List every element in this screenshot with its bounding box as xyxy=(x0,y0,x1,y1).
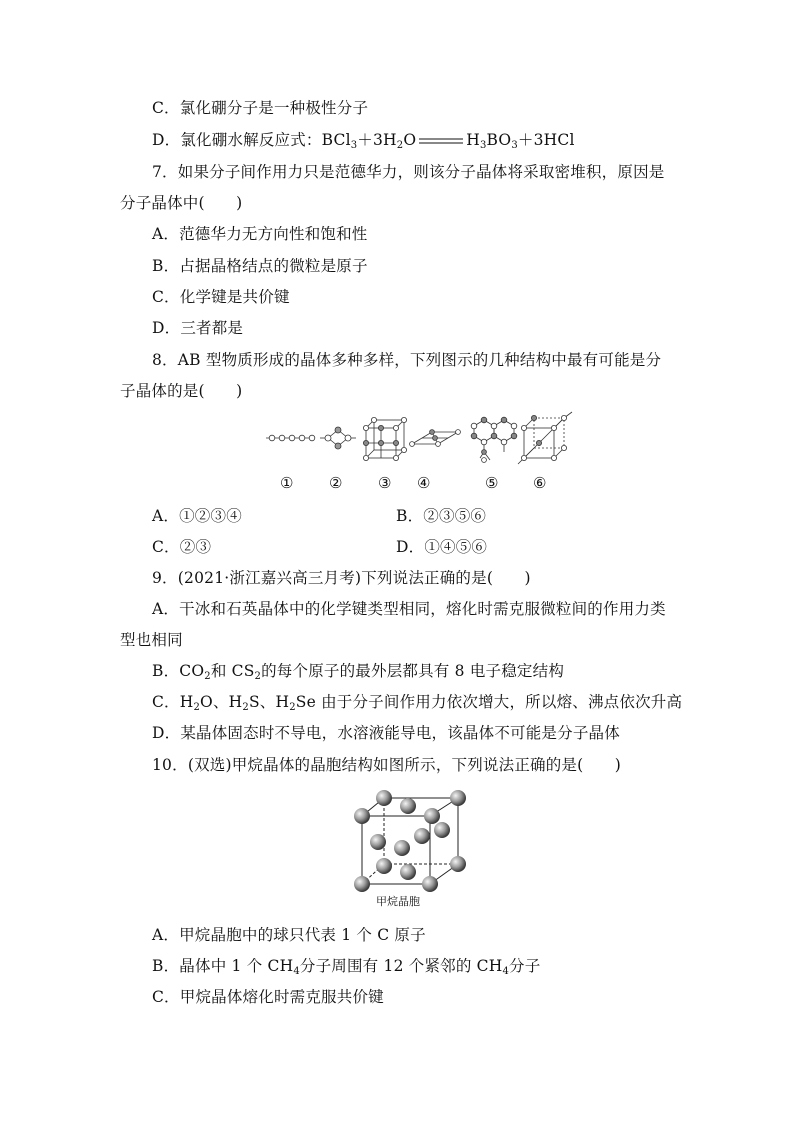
figure-label-3: ③ xyxy=(378,474,392,492)
figure-label-6: ⑥ xyxy=(533,474,547,492)
q9-option-b: B．$CO_2$和 $CS_2$的每个原子的最外层都具有 8 电子稳定结构 xyxy=(152,662,565,682)
q7-option-c: C．化学键是共价键 xyxy=(152,288,290,306)
q7-option-a: A．范德华力无方向性和饱和性 xyxy=(152,225,368,243)
figure-label-1: ① xyxy=(280,474,294,492)
crystal-structures-figure xyxy=(262,408,582,472)
figure-caption: 甲烷晶胞 xyxy=(376,895,420,908)
structure-3-cubic-lattice xyxy=(363,417,406,460)
q10-option-b: B．晶体中 1 个 $CH_4$分子周围有 12 个紧邻的 $CH_4$分子 xyxy=(152,957,541,977)
equilibrium-arrow-icon xyxy=(418,136,464,146)
figure-label-5: ⑤ xyxy=(485,474,499,492)
q7-option-b: B．占据晶格结点的微粒是原子 xyxy=(152,257,368,275)
q9-option-a-line1: A．干冰和石英晶体中的化学键类型相同，熔化时需克服微粒间的作用力类 xyxy=(152,600,666,618)
q8-option-c: C．②③ xyxy=(152,538,212,556)
q9-option-c: C．$H_2O$、$H_2S$、$H_2Se$ 由于分子间作用力依次增大，所以熔、沸点依次升高 xyxy=(152,693,683,713)
q8-option-d: D．①④⑤⑥ xyxy=(396,538,488,556)
structure-2-molecule xyxy=(320,427,356,449)
q8-stem-line1: 8．AB 型物质形成的晶体多种多样，下列图示的几种结构中最有可能是分 xyxy=(152,351,662,369)
q10-option-a: A．甲烷晶胞中的球只代表 1 个 C 原子 xyxy=(152,926,426,944)
q9-option-d: D．某晶体固态时不导电，水溶液能导电，该晶体不可能是分子晶体 xyxy=(152,724,620,742)
figure-label-4: ④ xyxy=(417,474,431,492)
q6-option-c: C．氯化硼分子是一种极性分子 xyxy=(152,99,369,117)
structure-6-cubic-unit xyxy=(518,412,572,464)
q10-stem: 10．(双选)甲烷晶体的晶胞结构如图所示，下列说法正确的是( ) xyxy=(152,756,622,774)
q8-option-b: B．②③⑤⑥ xyxy=(396,507,487,525)
q10-option-c: C．甲烷晶体熔化时需克服共价键 xyxy=(152,988,384,1006)
structure-1-chain xyxy=(266,435,315,441)
q7-stem-line2: 分子晶体中( ) xyxy=(120,194,243,212)
q9-stem: 9．(2021·浙江嘉兴高三月考)下列说法正确的是( ) xyxy=(152,569,531,587)
methane-unit-cell-figure xyxy=(348,786,472,896)
methane-molecule-balls xyxy=(354,790,466,892)
q6-option-d: D．氯化硼水解反应式：$BCl_3+3H_2O$ $H_3BO_3+3HCl$ xyxy=(152,131,575,151)
q8-option-a: A．①②③④ xyxy=(152,507,242,525)
q7-stem-line1: 7．如果分子间作用力只是范德华力，则该分子晶体将采取密堆积，原因是 xyxy=(152,163,665,181)
q9-option-a-line2: 型也相同 xyxy=(120,631,183,649)
structure-4-layers xyxy=(410,430,461,447)
figure-label-2: ② xyxy=(329,474,343,492)
q7-option-d: D．三者都是 xyxy=(152,319,244,337)
structure-5-hex-network xyxy=(471,417,517,462)
q8-stem-line2: 子晶体的是( ) xyxy=(120,382,243,400)
